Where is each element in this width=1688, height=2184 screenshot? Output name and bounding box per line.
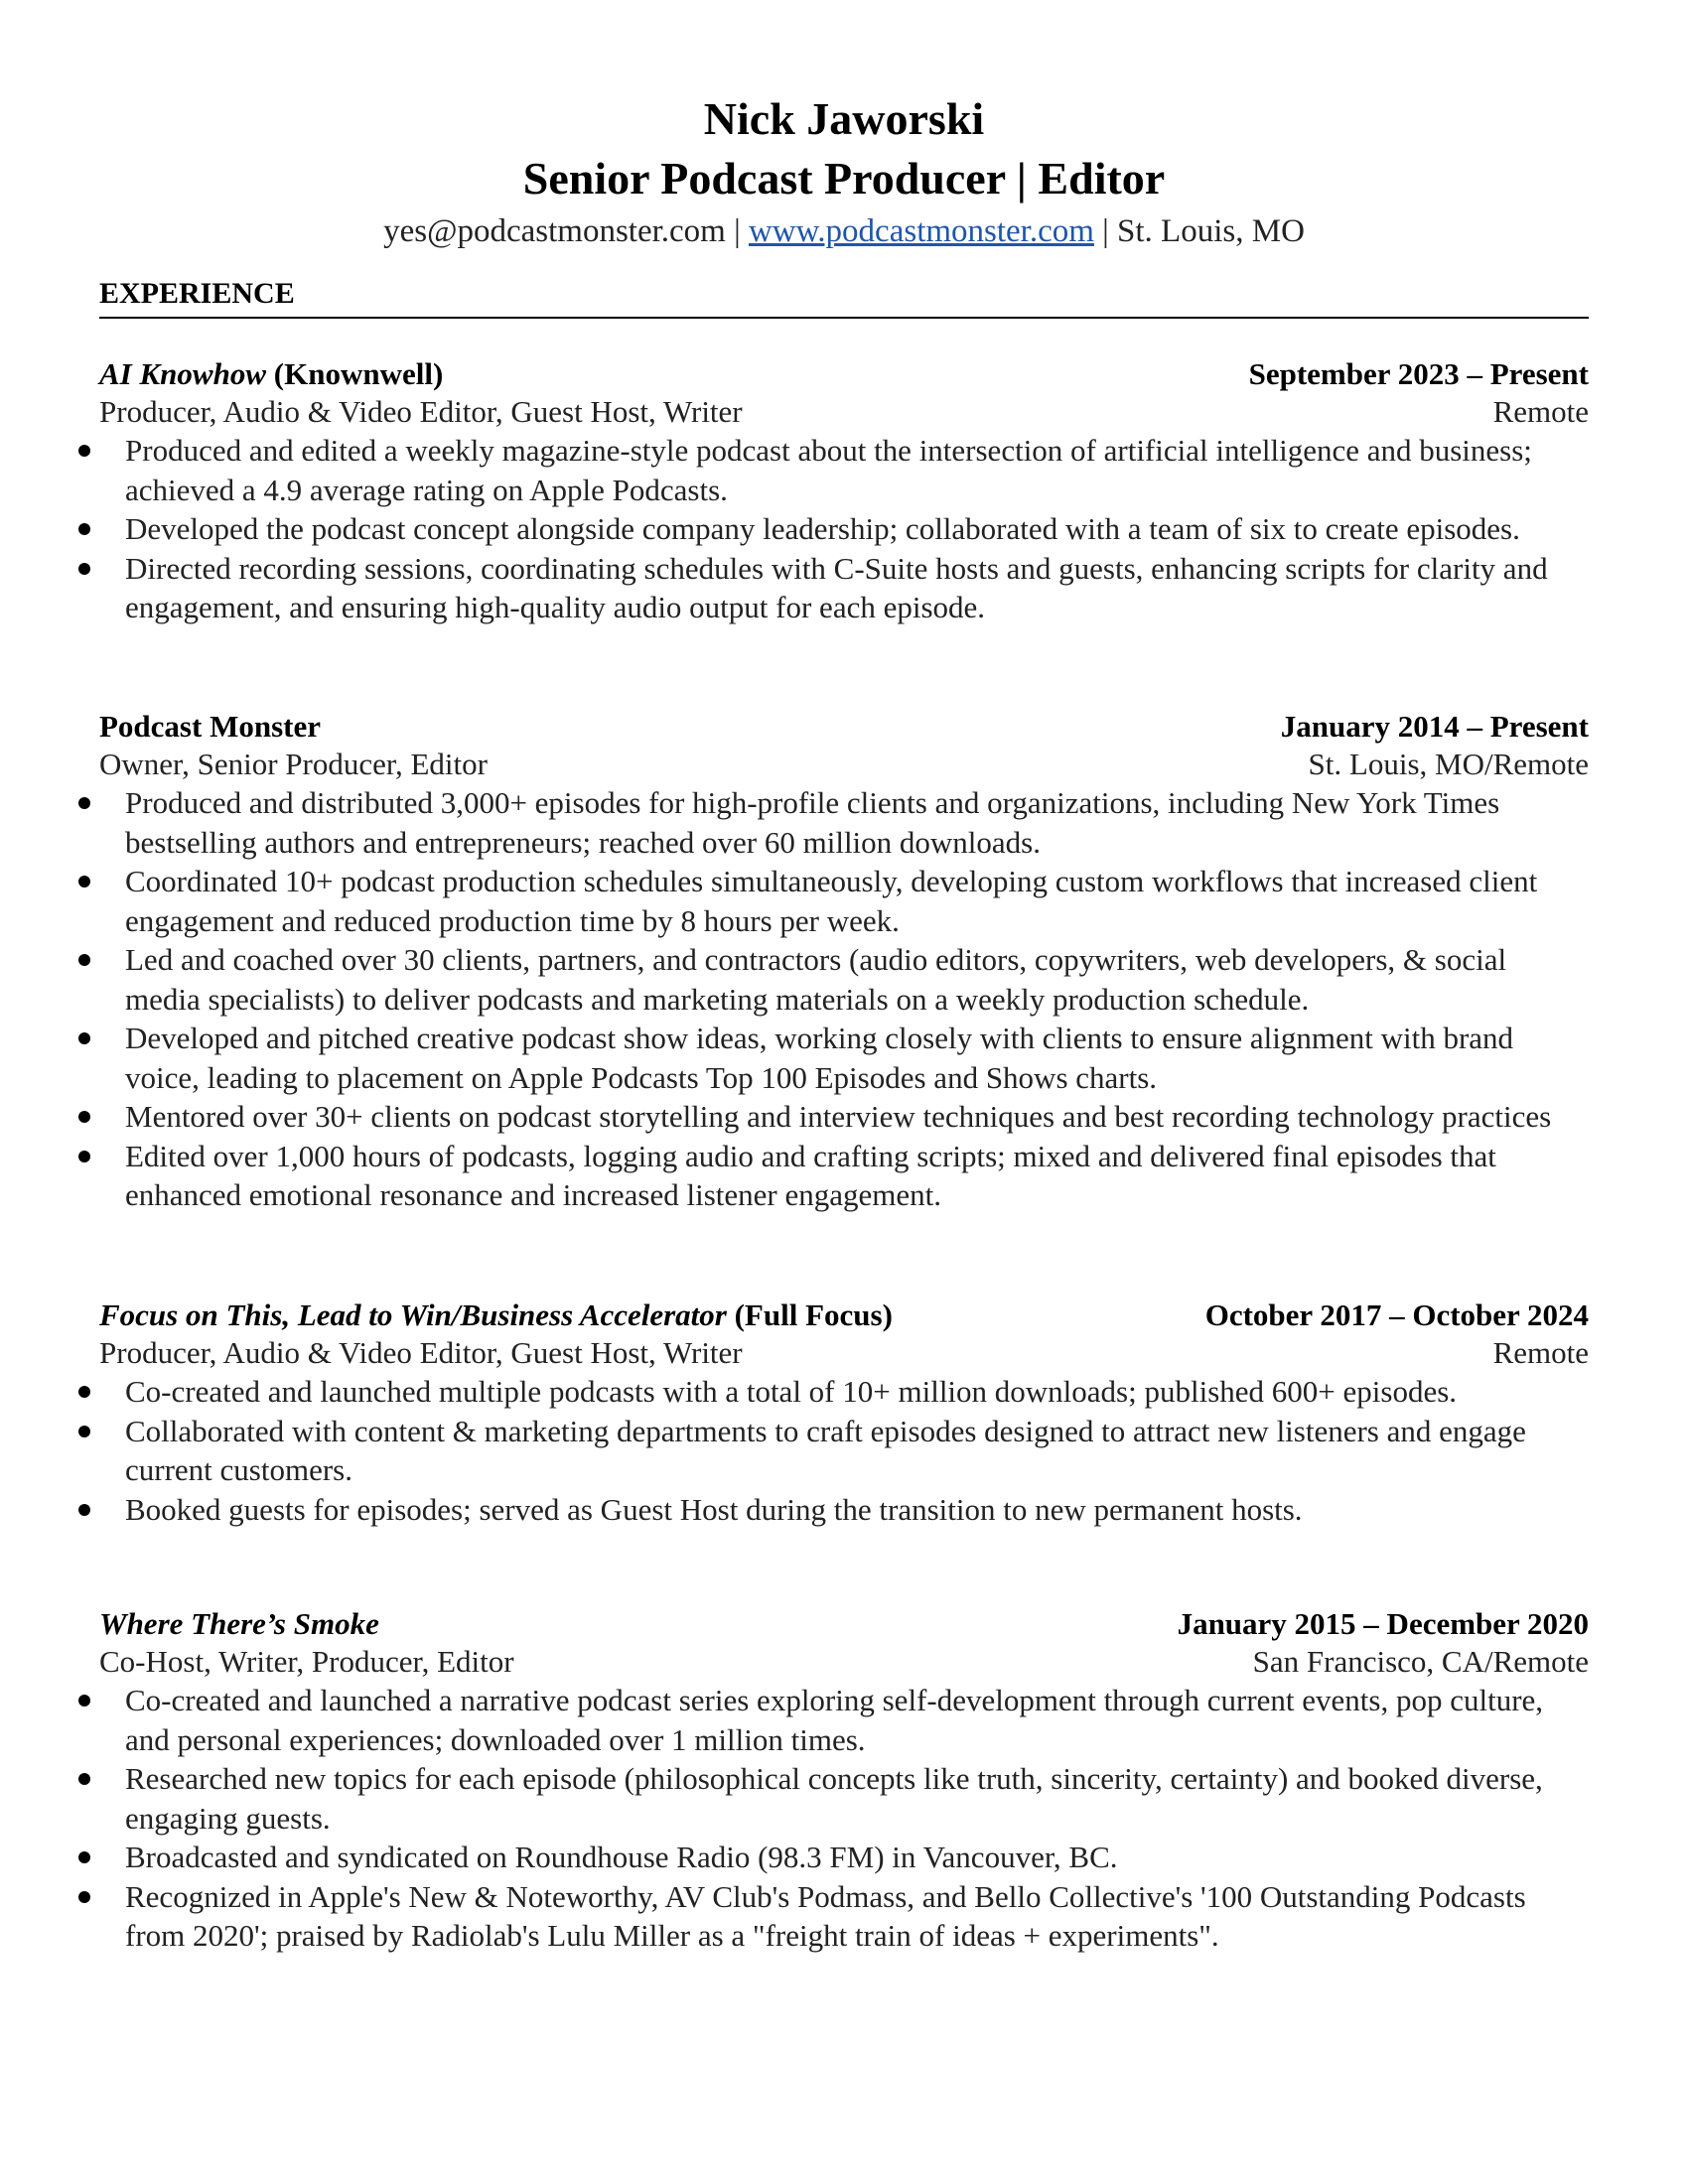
- contact-location: St. Louis, MO: [1117, 213, 1305, 249]
- job-bullets: [99, 431, 1589, 627]
- bullet-item: Recognized in Apple's New & Noteworthy, AV Club's Podmass, and Bello Collective's '100 Outstanding Podcasts from 2020'; praised by Radiolab's Lulu Miller as a "freight train of ideas + experiments".: [99, 1877, 1589, 1956]
- candidate-name: Nick Jaworski: [703, 93, 985, 144]
- job-entry: [99, 354, 1589, 627]
- job-entry: [99, 1604, 1589, 1956]
- job-bullets: [99, 783, 1589, 1215]
- job-dates: January 2014 – Present: [1280, 709, 1589, 744]
- job-entry: [99, 707, 1589, 1215]
- bullet-item: Led and coached over 30 clients, partners, and contractors (audio editors, copywriters, web developers, & social media specialists) to deliver podcasts and marketing materials on a weekly production schedule.: [99, 940, 1589, 1019]
- job-subheader: [99, 1643, 1589, 1681]
- bullet-item: Researched new topics for each episode (philosophical concepts like truth, sincerity, certainty) and booked diverse, engaging guests.: [99, 1759, 1589, 1838]
- job-dates: January 2015 – December 2020: [1177, 1606, 1589, 1641]
- job-org-italic: AI Knowhow: [99, 356, 267, 391]
- bullet-item: Produced and edited a weekly magazine-style podcast about the intersection of artificial intelligence and business; achieved a 4.9 average rating on Apple Podcasts.: [99, 431, 1589, 509]
- contact-email[interactable]: yes@podcastmonster.com: [383, 213, 726, 249]
- job-org-plain: Podcast Monster: [99, 709, 321, 744]
- bullet-item: Edited over 1,000 hours of podcasts, logging audio and crafting scripts; mixed and delivered final episodes that enhanced emotional resonance and increased listener engagement.: [99, 1137, 1589, 1215]
- job-place: San Francisco, CA/Remote: [1252, 1644, 1589, 1679]
- job-header: [99, 707, 1589, 746]
- job-place: Remote: [1492, 1335, 1589, 1370]
- job-subheader: [99, 1334, 1589, 1372]
- bullet-item: Developed and pitched creative podcast show ideas, working closely with clients to ensure alignment with brand voice, leading to placement on Apple Podcasts Top 100 Episodes and Shows charts.: [99, 1019, 1589, 1097]
- job-place: St. Louis, MO/Remote: [1308, 747, 1589, 781]
- job-bullets: [99, 1372, 1589, 1529]
- bullet-item: Co-created and launched multiple podcasts with a total of 10+ million downloads; published 600+ episodes.: [99, 1372, 1589, 1412]
- contact-separator: |: [1093, 213, 1118, 249]
- job-entry: [99, 1296, 1589, 1529]
- job-role: Owner, Senior Producer, Editor: [99, 747, 488, 781]
- bullet-item: Produced and distributed 3,000+ episodes for high-profile clients and organizations, including New York Times bestselling authors and entrepreneurs; reached over 60 million downloads.: [99, 783, 1589, 862]
- job-organization: [99, 1604, 379, 1643]
- job-subheader: [99, 746, 1589, 783]
- job-organization: [99, 354, 443, 393]
- job-header: [99, 354, 1589, 393]
- bullet-item: Mentored over 30+ clients on podcast storytelling and interview techniques and best recording technology practices: [99, 1097, 1589, 1137]
- bullet-item: Collaborated with content & marketing departments to craft episodes designed to attract new listeners and engage current customers.: [99, 1412, 1589, 1490]
- job-dates: September 2023 – Present: [1248, 356, 1589, 391]
- bullet-item: Broadcasted and syndicated on Roundhouse Radio (98.3 FM) in Vancouver, BC.: [99, 1838, 1589, 1877]
- section-title-experience: EXPERIENCE: [99, 275, 1589, 319]
- job-org-italic: Where There’s Smoke: [99, 1606, 379, 1641]
- job-org-plain: (Full Focus): [726, 1297, 893, 1332]
- job-organization: [99, 1296, 893, 1334]
- job-dates: October 2017 – October 2024: [1204, 1297, 1589, 1332]
- contact-separator: |: [725, 213, 749, 249]
- bullet-item: Coordinated 10+ podcast production schedules simultaneously, developing custom workflows that increased client engagement and reduced production time by 8 hours per week.: [99, 862, 1589, 940]
- website-link[interactable]: www.podcastmonster.com: [748, 213, 1094, 249]
- job-org-italic: Focus on This, Lead to Win/Business Accelerator: [99, 1297, 727, 1332]
- bullet-item: Directed recording sessions, coordinating schedules with C-Suite hosts and guests, enhancing scripts for clarity and engagement, and ensuring high-quality audio output for each episode.: [99, 549, 1589, 627]
- bullet-item: Co-created and launched a narrative podcast series exploring self-development through current events, pop culture, and personal experiences; downloaded over 1 million times.: [99, 1681, 1589, 1759]
- contact-line: [99, 210, 1589, 252]
- job-role: Producer, Audio & Video Editor, Guest Host, Writer: [99, 394, 743, 429]
- job-org-plain: (Knownwell): [266, 356, 444, 391]
- job-subheader: [99, 393, 1589, 431]
- job-header: [99, 1296, 1589, 1334]
- job-role: Co-Host, Writer, Producer, Editor: [99, 1644, 514, 1679]
- job-bullets: [99, 1681, 1589, 1956]
- bullet-item: Booked guests for episodes; served as Guest Host during the transition to new permanent hosts.: [99, 1490, 1589, 1530]
- bullet-item: Developed the podcast concept alongside company leadership; collaborated with a team of six to create episodes.: [99, 509, 1589, 549]
- job-role: Producer, Audio & Video Editor, Guest Host, Writer: [99, 1335, 743, 1370]
- job-place: Remote: [1492, 394, 1589, 429]
- candidate-title: Senior Podcast Producer | Editor: [522, 153, 1166, 204]
- job-header: [99, 1604, 1589, 1643]
- job-organization: [99, 707, 321, 746]
